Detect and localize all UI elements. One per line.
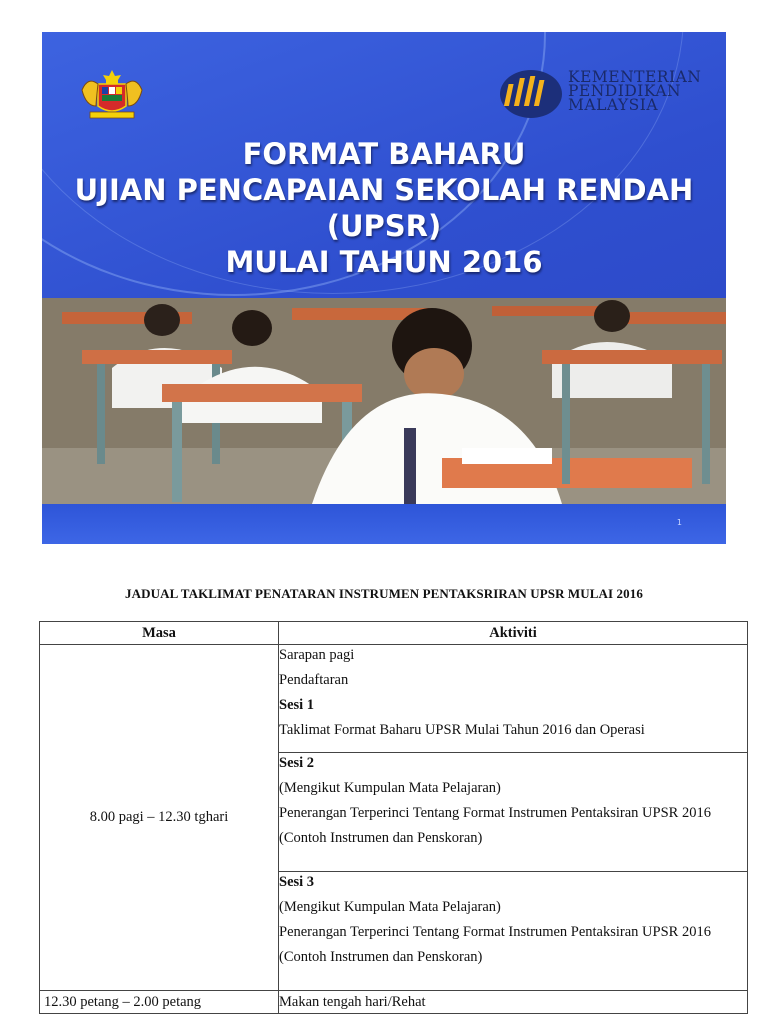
coat-of-arms-logo	[76, 66, 148, 126]
time-cell: 8.00 pagi – 12.30 tghari	[40, 645, 279, 991]
slide-number: 1	[676, 518, 682, 527]
ministry-line: MALAYSIA	[568, 96, 659, 114]
slide-title	[42, 136, 726, 280]
time-cell: 12.30 petang – 2.00 petang	[40, 991, 279, 1014]
table-row	[40, 991, 748, 1014]
session-heading: Sesi 1	[279, 697, 315, 713]
table-row	[40, 645, 748, 753]
schedule-table	[39, 621, 748, 1014]
slide-title-line: (UPSR)	[326, 209, 442, 243]
slide-footer-band	[42, 504, 726, 544]
activity-cell	[279, 753, 748, 872]
activity-line: Penerangan Terperinci Tentang Format Instrumen Pentaksiran UPSR 2016	[279, 805, 711, 821]
activity-cell: Makan tengah hari/Rehat	[279, 991, 748, 1014]
kpm-logo	[498, 68, 564, 120]
activity-line: (Contoh Instrumen dan Penskoran)	[279, 830, 483, 846]
activity-cell	[279, 872, 748, 991]
activity-line: Penerangan Terperinci Tentang Format Instrumen Pentaksiran UPSR 2016	[279, 924, 711, 940]
title-slide-image	[42, 32, 726, 544]
ministry-line: PENDIDIKAN	[568, 82, 682, 100]
column-header-aktiviti: Aktiviti	[279, 622, 748, 645]
session-heading: Sesi 3	[279, 874, 315, 890]
activity-line: (Contoh Instrumen dan Penskoran)	[279, 949, 483, 965]
activity-line: (Mengikut Kumpulan Mata Pelajaran)	[279, 780, 501, 796]
column-header-masa: Masa	[40, 622, 279, 645]
slide-title-line: MULAI TAHUN 2016	[225, 245, 543, 279]
session-heading: Sesi 2	[279, 755, 315, 771]
slide-title-line: UJIAN PENCAPAIAN SEKOLAH RENDAH	[74, 173, 694, 207]
activity-cell	[279, 645, 748, 753]
schedule-title: JADUAL TAKLIMAT PENATARAN INSTRUMEN PENTAKSRIRAN UPSR MULAI 2016	[125, 586, 643, 601]
activity-line: (Mengikut Kumpulan Mata Pelajaran)	[279, 899, 501, 915]
table-header-row	[40, 622, 748, 645]
activity-line: Pendaftaran	[279, 672, 349, 688]
activity-line: Taklimat Format Baharu UPSR Mulai Tahun 2016 dan Operasi	[279, 722, 645, 738]
exam-classroom-photo	[42, 298, 726, 504]
activity-line: Sarapan pagi	[279, 647, 355, 663]
slide-title-line: FORMAT BAHARU	[242, 137, 526, 171]
ministry-name	[568, 70, 726, 112]
ministry-line: KEMENTERIAN	[568, 68, 702, 86]
